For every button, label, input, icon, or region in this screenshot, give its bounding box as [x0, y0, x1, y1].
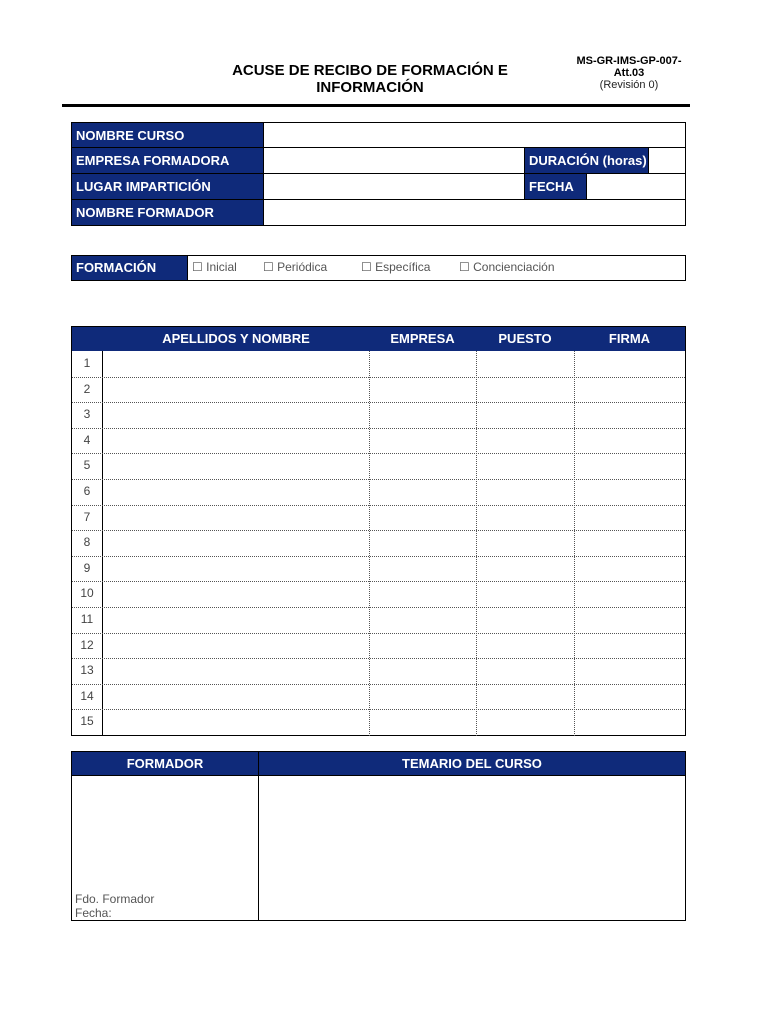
table-row[interactable] [103, 479, 685, 505]
table-row[interactable] [103, 556, 685, 582]
table-row[interactable] [103, 530, 685, 556]
lugar-field[interactable] [263, 174, 525, 199]
nombre-formador-label: NOMBRE FORMADOR [72, 200, 263, 225]
nombre-formador-field[interactable] [263, 200, 685, 225]
col-header-firma: FIRMA [574, 327, 685, 351]
row-number: 14 [80, 688, 94, 703]
nombre-curso-field[interactable] [263, 123, 685, 147]
col-divider [586, 173, 587, 200]
header-rule [62, 104, 690, 107]
row-number: 3 [83, 407, 91, 422]
table-row[interactable] [103, 607, 685, 633]
table-row[interactable] [103, 581, 685, 607]
code-line-1: MS-GR-IMS-GP-007- [576, 55, 682, 67]
col-divider [263, 122, 264, 226]
temario-area[interactable] [259, 776, 685, 920]
title-line-2: INFORMACIÓN [316, 79, 424, 96]
row-number: 10 [80, 586, 94, 601]
nombre-curso-label: NOMBRE CURSO [72, 123, 263, 147]
row-number: 6 [83, 484, 91, 498]
row-number: 4 [83, 432, 91, 447]
table-row[interactable] [103, 402, 685, 428]
option-label: Concienciación [473, 260, 555, 274]
table-row[interactable] [103, 633, 685, 659]
table-row[interactable] [103, 453, 685, 479]
empresa-formadora-label: EMPRESA FORMADORA [72, 148, 263, 173]
duracion-field[interactable] [648, 148, 685, 173]
col-header-empresa: EMPRESA [369, 327, 476, 351]
row-number: 9 [83, 560, 91, 575]
row-number: 15 [80, 714, 94, 729]
row-number: 1 [83, 356, 91, 370]
option-concienciacion[interactable] [459, 260, 555, 274]
checkbox-icon[interactable]: ☐ [192, 260, 203, 274]
option-inicial[interactable] [192, 260, 237, 274]
row-number: 8 [83, 535, 91, 550]
row-number: 11 [80, 612, 94, 626]
row-number: 7 [83, 509, 91, 524]
option-periodica[interactable] [263, 260, 327, 274]
col-divider [648, 147, 649, 174]
row-number: 12 [80, 637, 94, 652]
fdo-formador-label: Fdo. Formador [75, 892, 155, 906]
option-especifica[interactable] [361, 260, 430, 274]
table-row[interactable] [103, 709, 685, 735]
option-label: Inicial [206, 260, 237, 274]
table-row[interactable] [103, 684, 685, 710]
row-number: 13 [80, 663, 94, 678]
fecha-field[interactable] [586, 174, 685, 199]
col-header-nombre: APELLIDOS Y NOMBRE [103, 327, 369, 351]
fecha-formador-label: Fecha: [75, 906, 112, 920]
checkbox-icon[interactable]: ☐ [361, 260, 372, 274]
col-divider [187, 255, 188, 281]
revision-label: (Revisión 0) [599, 79, 659, 91]
row-number: 2 [83, 381, 91, 396]
code-line-2: Att.03 [613, 67, 645, 79]
row-number: 5 [83, 458, 91, 473]
document-code [568, 55, 690, 91]
duracion-label: DURACIÓN (horas) [525, 148, 648, 173]
table-row[interactable] [103, 505, 685, 531]
table-row[interactable] [103, 377, 685, 403]
col-header-puesto: PUESTO [476, 327, 574, 351]
document-title [170, 62, 570, 96]
table-row[interactable] [103, 428, 685, 454]
formacion-label: FORMACIÓN [72, 256, 187, 280]
lugar-label: LUGAR IMPARTICIÓN [72, 174, 263, 199]
col-divider [524, 147, 525, 200]
checkbox-icon[interactable]: ☐ [263, 260, 274, 274]
option-label: Específica [375, 260, 431, 274]
table-row[interactable] [103, 658, 685, 684]
formador-header: FORMADOR [72, 752, 258, 775]
fecha-label: FECHA [525, 174, 586, 199]
temario-header: TEMARIO DEL CURSO [259, 752, 685, 775]
empresa-formadora-field[interactable] [263, 148, 525, 173]
table-row[interactable] [103, 351, 685, 377]
option-label: Periódica [277, 260, 328, 274]
title-line-1: ACUSE DE RECIBO DE FORMACIÓN E [232, 62, 508, 79]
checkbox-icon[interactable]: ☐ [459, 260, 470, 274]
